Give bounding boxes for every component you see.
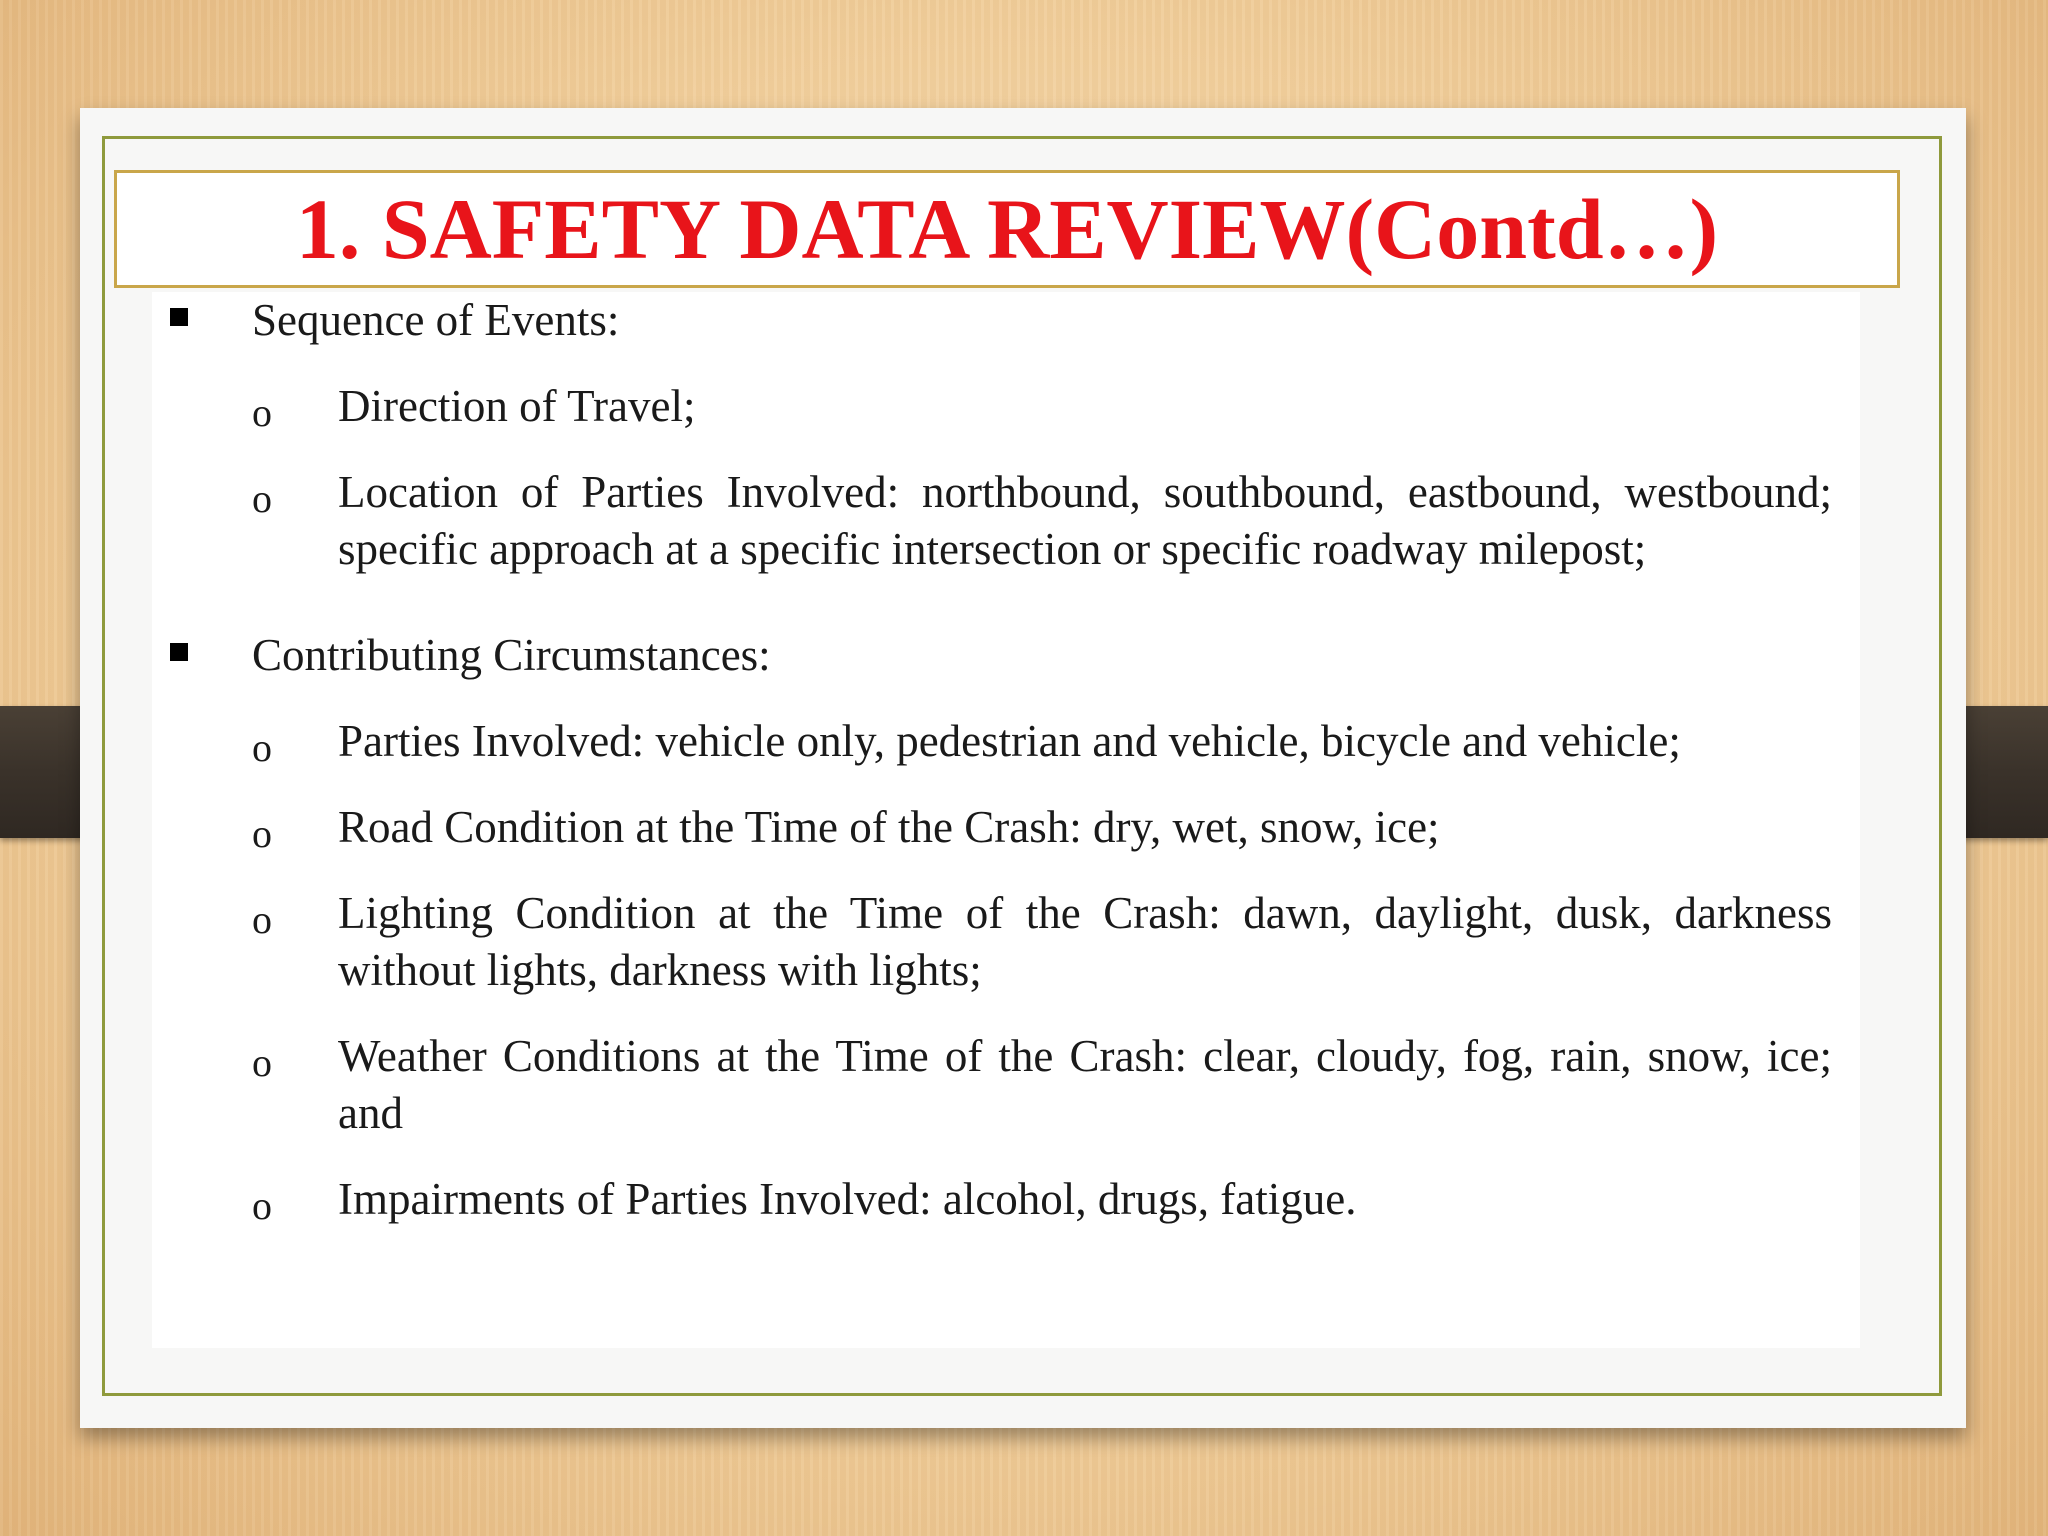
- section-heading-text: Sequence of Events:: [252, 295, 620, 345]
- list-item-text: Parties Involved: vehicle only, pedestrian and vehicle, bicycle and vehicle;: [338, 716, 1681, 766]
- circle-bullet-icon: o: [252, 1183, 272, 1228]
- circle-bullet-icon: o: [252, 725, 272, 770]
- list-item-text: Direction of Travel;: [338, 381, 696, 431]
- list-item: [152, 799, 1860, 856]
- circle-bullet-icon: o: [252, 476, 272, 521]
- list-item-text: Impairments of Parties Involved: alcohol, drugs, fatigue.: [338, 1174, 1357, 1224]
- square-bullet-icon: [170, 308, 188, 326]
- circle-bullet-icon: o: [252, 897, 272, 942]
- section-heading: [152, 292, 1860, 349]
- circle-bullet-icon: o: [252, 390, 272, 435]
- bullet-list: [152, 292, 1860, 1257]
- sub-list: [152, 713, 1860, 1228]
- list-item: [152, 378, 1860, 435]
- square-bullet-icon: [170, 643, 188, 661]
- content-area: [152, 292, 1860, 1348]
- list-item-text: Location of Parties Involved: northbound, southbound, eastbound, westbound; specific approach at a specific intersection or specific roadway milepost;: [338, 467, 1832, 574]
- list-item-text: Weather Conditions at the Time of the Crash: clear, cloudy, fog, rain, snow, ice; and: [338, 1031, 1832, 1138]
- list-item-text: Road Condition at the Time of the Crash: dry, wet, snow, ice;: [338, 802, 1440, 852]
- sub-list: [152, 378, 1860, 578]
- section-heading-text: Contributing Circumstances:: [252, 630, 771, 680]
- list-item: [152, 464, 1860, 578]
- circle-bullet-icon: o: [252, 811, 272, 856]
- list-item: [152, 713, 1860, 770]
- circle-bullet-icon: o: [252, 1040, 272, 1085]
- title-box: [114, 170, 1900, 288]
- section-heading: [152, 627, 1860, 684]
- list-item: [152, 885, 1860, 999]
- list-item: [152, 1028, 1860, 1142]
- slide-title: 1. SAFETY DATA REVIEW(Contd…): [295, 181, 1719, 277]
- list-item: [152, 1171, 1860, 1228]
- list-item-text: Lighting Condition at the Time of the Crash: dawn, daylight, dusk, darkness without lights, darkness with lights;: [338, 888, 1832, 995]
